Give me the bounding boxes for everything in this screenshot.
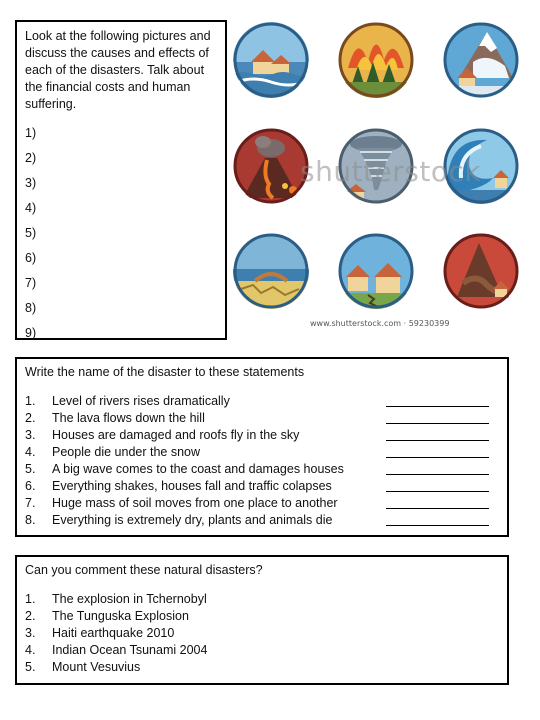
landslide-icon [443, 233, 519, 309]
statement-row [25, 444, 499, 461]
answer-number: 9) [25, 326, 37, 340]
statement-text: Houses are damaged and roofs fly in the sky [52, 428, 300, 443]
statement-number: 7. [25, 495, 36, 510]
comment-number: 3. [25, 626, 36, 641]
statement-number: 3. [25, 428, 36, 443]
comment-text: Indian Ocean Tsunami 2004 [52, 643, 208, 658]
comment-number: 1. [25, 592, 36, 607]
intro-box [15, 20, 227, 340]
avalanche-icon [443, 22, 519, 98]
statements-box [15, 357, 509, 537]
answer-number: 6) [25, 251, 37, 265]
comment-row [25, 591, 499, 608]
statement-number: 6. [25, 478, 36, 493]
comment-row [25, 608, 499, 625]
statement-number: 1. [25, 394, 36, 409]
statement-text: A big wave comes to the coast and damages houses [52, 462, 344, 476]
comment-box [15, 555, 509, 685]
comment-text: Haiti earthquake 2010 [52, 626, 175, 641]
statement-number: 4. [25, 445, 36, 460]
statement-row [25, 511, 499, 528]
comment-row [25, 625, 499, 642]
answer-line[interactable] [386, 480, 489, 492]
answer-line[interactable] [386, 446, 489, 458]
statement-row [25, 410, 499, 427]
statement-row [25, 477, 499, 494]
comment-number: 4. [25, 643, 36, 658]
drought-icon [233, 233, 309, 309]
answer-number: 3) [25, 176, 37, 190]
comment-title: Can you comment these natural disasters? [25, 563, 263, 577]
answer-line[interactable] [386, 497, 489, 509]
statements-title: Write the name of the disaster to these statements [25, 365, 305, 379]
statement-row [25, 461, 499, 478]
statement-row [25, 494, 499, 511]
watermark-url: www.shutterstock.com · 59230399 [310, 319, 450, 328]
answer-number: 8) [25, 301, 37, 315]
statement-row [25, 393, 499, 410]
forest-fire-icon [338, 22, 414, 98]
comment-number: 5. [25, 660, 36, 674]
answer-number: 7) [25, 276, 37, 290]
answer-number: 2) [25, 151, 37, 165]
statement-row [25, 427, 499, 444]
answer-line[interactable] [386, 514, 489, 526]
comment-text: The Tunguska Explosion [52, 609, 189, 624]
volcano-icon [233, 128, 309, 204]
tornado-icon [338, 128, 414, 204]
tsunami-icon [443, 128, 519, 204]
statement-number: 8. [25, 512, 36, 527]
statement-text: The lava flows down the hill [52, 411, 205, 426]
statement-text: Level of rivers rises dramatically [52, 394, 230, 409]
answer-number: 4) [25, 201, 37, 215]
statement-text: Everything is extremely dry, plants and animals die [52, 512, 333, 527]
statement-text: Huge mass of soil moves from one place to another [52, 495, 338, 510]
statement-text: People die under the snow [52, 445, 201, 460]
comment-number: 2. [25, 609, 36, 624]
answer-line[interactable] [386, 429, 489, 441]
intro-text: Look at the following pictures and discuss the causes and effects of each of the disasters. Talk about the financial costs and human suffering. [25, 29, 211, 111]
flood-icon [233, 22, 309, 98]
watermark-logo: shutterstock [300, 155, 482, 188]
statement-number: 2. [25, 411, 36, 426]
answer-number: 1) [25, 126, 37, 140]
comment-row [25, 659, 499, 676]
answer-line[interactable] [386, 395, 489, 407]
answer-number: 5) [25, 226, 37, 240]
statement-number: 5. [25, 462, 36, 476]
answer-line[interactable] [386, 463, 489, 475]
answer-number-list [25, 121, 217, 346]
comment-row [25, 642, 499, 659]
statement-text: Everything shakes, houses fall and traffic colapses [52, 478, 332, 493]
comment-text: The explosion in Tchernobyl [52, 592, 207, 607]
comment-text: Mount Vesuvius [52, 660, 141, 674]
answer-line[interactable] [386, 412, 489, 424]
earthquake-icon [338, 233, 414, 309]
